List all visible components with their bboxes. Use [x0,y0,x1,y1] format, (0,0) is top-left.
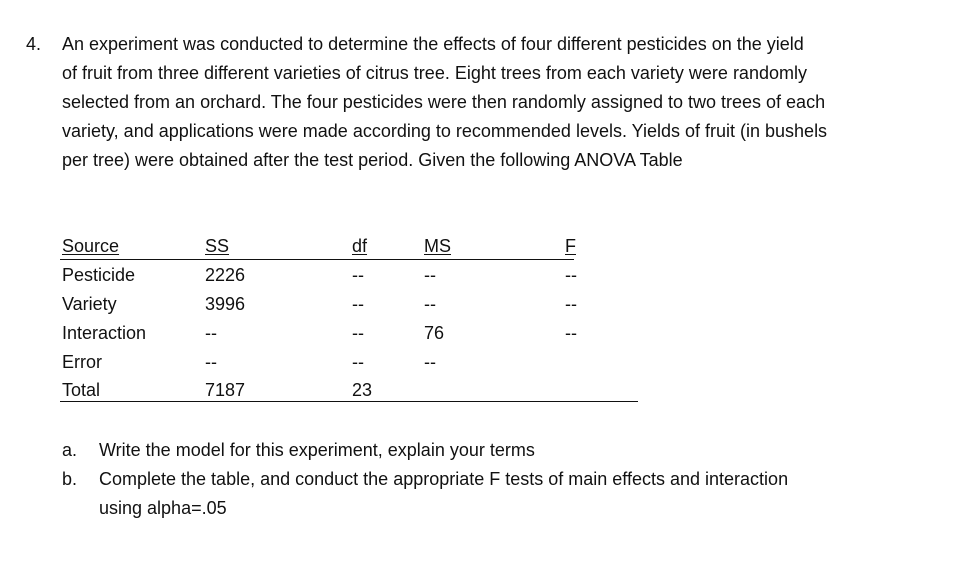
question-line: of fruit from three different varieties of citrus tree. Eight trees from each variety were randomly [62,63,807,83]
header-ss: SS [205,236,230,256]
part-b [62,465,942,523]
cell-ms-variety: -- [424,294,436,314]
part-text: Complete the table, and conduct the appropriate F tests of main effects and interaction [99,469,789,489]
cell-ms-pesticide: -- [424,265,436,285]
cell-df-pesticide: -- [352,265,364,285]
cell-df-error: -- [352,352,364,372]
header-rule [60,259,574,260]
cell-ss-interaction: -- [205,323,217,343]
cell-ss-error: -- [205,352,217,372]
anova-table [60,233,638,403]
cell-df-interaction: -- [352,323,364,343]
cell-df-total: 23 [352,380,373,400]
question-number: 4. [26,34,42,54]
row-source-total: Total [62,380,101,400]
row-source-error: Error [62,352,102,372]
cell-f-interaction: -- [565,323,577,343]
question-line: selected from an orchard. The four pesticides were then randomly assigned to two trees of each [62,92,826,112]
sub-questions [62,436,942,523]
part-letter: a. [62,440,78,460]
question-line: An experiment was conducted to determine the effects of four different pesticides on the yield [62,34,804,54]
part-a [62,436,942,465]
part-text: using alpha=.05 [99,498,227,518]
row-source-variety: Variety [62,294,117,314]
cell-ss-pesticide: 2226 [205,265,246,285]
cell-f-pesticide: -- [565,265,577,285]
cell-ms-error: -- [424,352,436,372]
cell-ms-interaction: 76 [424,323,445,343]
question-line: per tree) were obtained after the test period. Given the following ANOVA Table [62,150,683,170]
cell-f-variety: -- [565,294,577,314]
question-text [62,30,934,175]
header-ms: MS [424,236,451,256]
cell-ss-variety: 3996 [205,294,246,314]
header-f: F [565,236,576,256]
cell-df-variety: -- [352,294,364,314]
part-text: Write the model for this experiment, explain your terms [99,440,535,460]
header-source: Source [62,236,120,256]
part-letter: b. [62,469,78,489]
cell-ss-total: 7187 [205,380,246,400]
question-line: variety, and applications were made according to recommended levels. Yields of fruit (in bushels [62,121,828,141]
header-df: df [352,236,368,256]
row-source-pesticide: Pesticide [62,265,136,285]
row-source-interaction: Interaction [62,323,147,343]
bottom-rule [60,401,638,402]
